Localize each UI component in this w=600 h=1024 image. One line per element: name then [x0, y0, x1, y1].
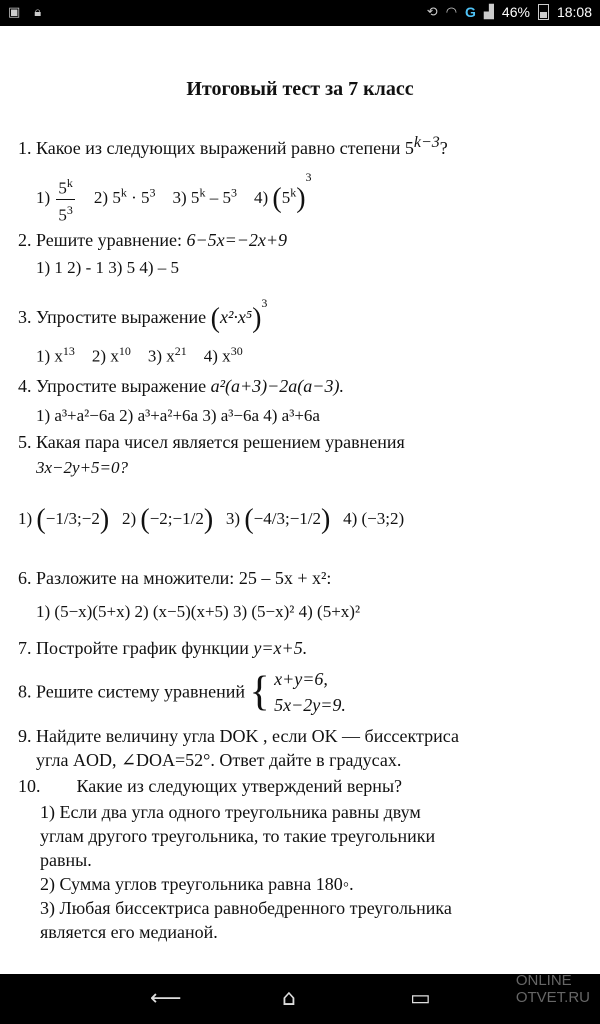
question-7: 7. Постройте график функции y=x+5.	[18, 638, 308, 658]
network-type: G	[465, 4, 476, 20]
lock-icon: 🔒︎	[34, 4, 42, 19]
question-9-line-1: 9. Найдите величину угла DOK , если OK — биссектриса	[18, 726, 459, 746]
image-notification-icon: ▣	[8, 4, 21, 19]
question-1: 1. Какое из следующих выражений равно степени $5^{k-3}$?	[18, 134, 448, 158]
home-icon[interactable]: ⌂	[282, 986, 296, 1011]
wifi-icon: ◠	[445, 4, 458, 19]
question-6: 6. Разложите на множители: 25 – 5x + x²:	[18, 568, 332, 588]
rotation-icon: ⟲	[426, 4, 438, 19]
navigation-bar	[0, 974, 600, 1024]
question-8: 8. Решите систему уравнений { x+y=6, 5x−2y=9.	[18, 669, 346, 715]
question-10: 10. Какие из следующих утверждений верны?	[18, 776, 403, 796]
question-2-answers: 1) 1 2) - 1 3) 5 4) – 5	[36, 258, 180, 277]
back-icon[interactable]: ⟵	[150, 986, 182, 1011]
question-9-line-2: угла AOD, ∠DOA=52°. Ответ дайте в градусах.	[36, 750, 402, 770]
question-6-answers: 1) (5−x)(5+x) 2) (x−5)(x+5) 3) (5−x)² 4) (5+x)²	[36, 602, 361, 621]
status-bar	[0, 0, 600, 26]
system-brace: {	[249, 669, 270, 715]
signal-icon: ▟	[483, 4, 494, 19]
question-4-answers: 1) a³+a²−6a 2) a³+a²+6a 3) a³−6a 4) a³+6a	[36, 406, 320, 425]
battery-percent: 46%	[501, 4, 530, 20]
question-2: 2. Решите уравнение: 6−5x=−2x+9	[18, 230, 288, 250]
question-5-answers: 1) (−1/3;−2) 2) (−2;−1/2) 3) (−4/3;−1/2) 4) (−3;2)	[18, 504, 405, 535]
page-title: Итоговый тест за 7 класс	[186, 78, 414, 100]
recent-apps-icon[interactable]: ▭	[410, 986, 431, 1011]
question-5: 5. Какая пара чисел является решением уравнения	[18, 432, 405, 452]
question-4: 4. Упростите выражение a²(a+3)−2a(a−3).	[18, 376, 344, 396]
question-3-answers: 1) $x^{13}$ 2) $x^{10}$ 3) $x^{21}$ 4) $x^{30}$	[36, 344, 243, 366]
clock: 18:08	[556, 4, 592, 20]
document-page	[0, 26, 600, 974]
battery-icon	[538, 4, 549, 20]
question-1-answers: 1) $\frac{5^k}{5^3}$ 2) $5^k \cdot 5^3$ 3) $5^k - 5^3$ 4) $(5^k)^3$	[36, 170, 312, 225]
question-10-statements: 1) Если два угла одного треугольника равны двум углам другого треугольника, то такие треугольники равны. 2) Сумма углов треугольника равна 180◦. 3) Любая биссектриса равнобедренного треугольника является его медианой.	[40, 802, 452, 942]
question-3: 3. Упростите выражение $(x^2\cdot x^5)^3$	[18, 296, 268, 334]
watermark: ONLINE OTVET.RU	[515, 972, 590, 1006]
question-5-equation: 3x−2y+5=0?	[36, 458, 129, 477]
